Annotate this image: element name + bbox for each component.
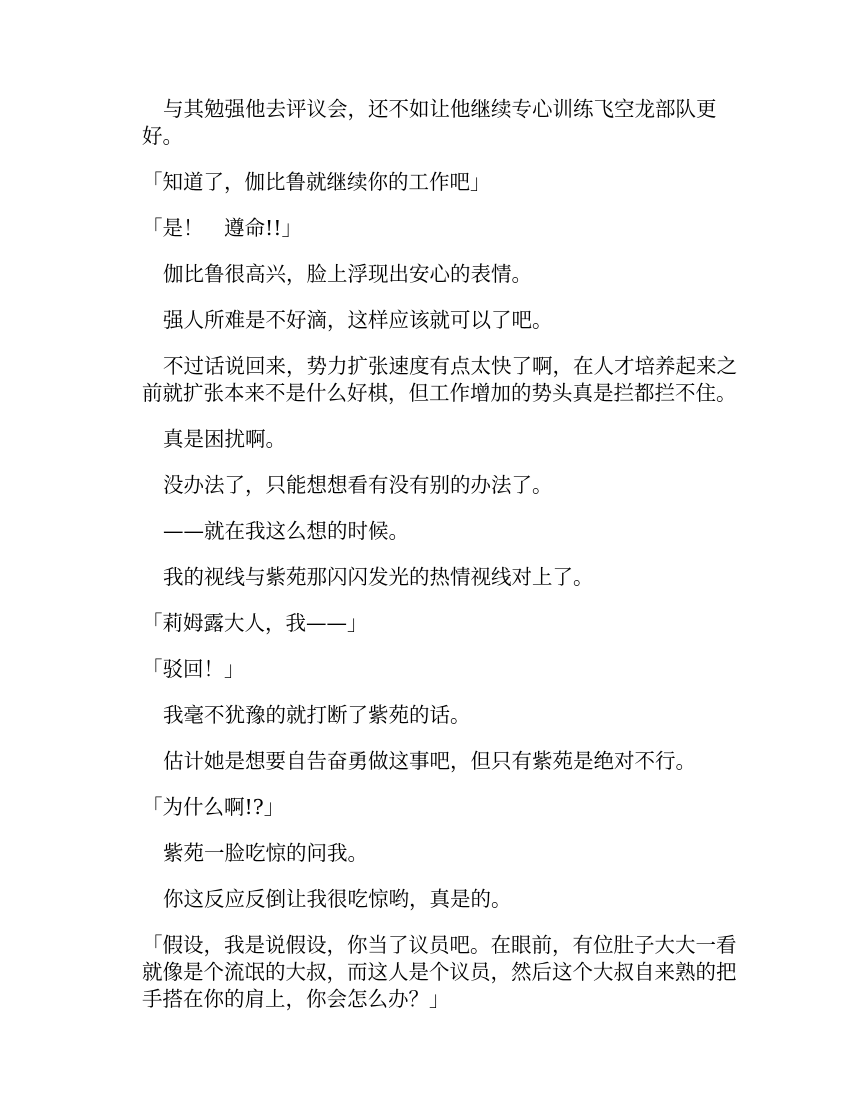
paragraph: 估计她是想要自告奋勇做这事吧，但只有紫苑是绝对不行。: [163, 749, 696, 773]
paragraph: 强人所难是不好滴，这样应该就可以了吧。: [163, 308, 553, 332]
dialog-line: 「驳回！」: [142, 657, 245, 681]
paragraph: 没办法了，只能想想看有没有别的办法了。: [163, 473, 553, 497]
dialog-line: 「是！ 遵命!!」: [142, 216, 302, 240]
document-page: [142, 96, 748, 1032]
paragraph: 你这反应反倒让我很吃惊哟，真是的。: [163, 887, 512, 911]
paragraph: 紫苑一脸吃惊的问我。: [163, 841, 368, 865]
dialog-line: 「莉姆露大人，我——」: [142, 611, 368, 635]
paragraph: 不过话说回来，势力扩张速度有点太快了啊，在人才培养起来之前就扩张本来不是什么好棋，但工作增加的势头真是拦都拦不住。: [142, 354, 737, 405]
paragraph: 我毫不犹豫的就打断了紫苑的话。: [163, 703, 471, 727]
paragraph: ——就在我这么想的时候。: [163, 519, 409, 543]
paragraph: 伽比鲁很高兴，脸上浮现出安心的表情。: [163, 262, 532, 286]
dialog-line: 「为什么啊!?」: [142, 795, 285, 819]
paragraph: 与其勉强他去评议会，还不如让他继续专心训练飞空龙部队更好。: [142, 97, 717, 148]
paragraph: 我的视线与紫苑那闪闪发光的热情视线对上了。: [163, 565, 594, 589]
dialog-line: 「假设，我是说假设，你当了议员吧。在眼前，有位肚子大大一看就像是个流氓的大叔，而这人是个议员，然后这个大叔自来熟的把手搭在你的肩上，你会怎么办？」: [142, 933, 737, 1011]
dialog-line: 「知道了，伽比鲁就继续你的工作吧」: [142, 170, 491, 194]
paragraph: 真是困扰啊。: [163, 427, 286, 451]
